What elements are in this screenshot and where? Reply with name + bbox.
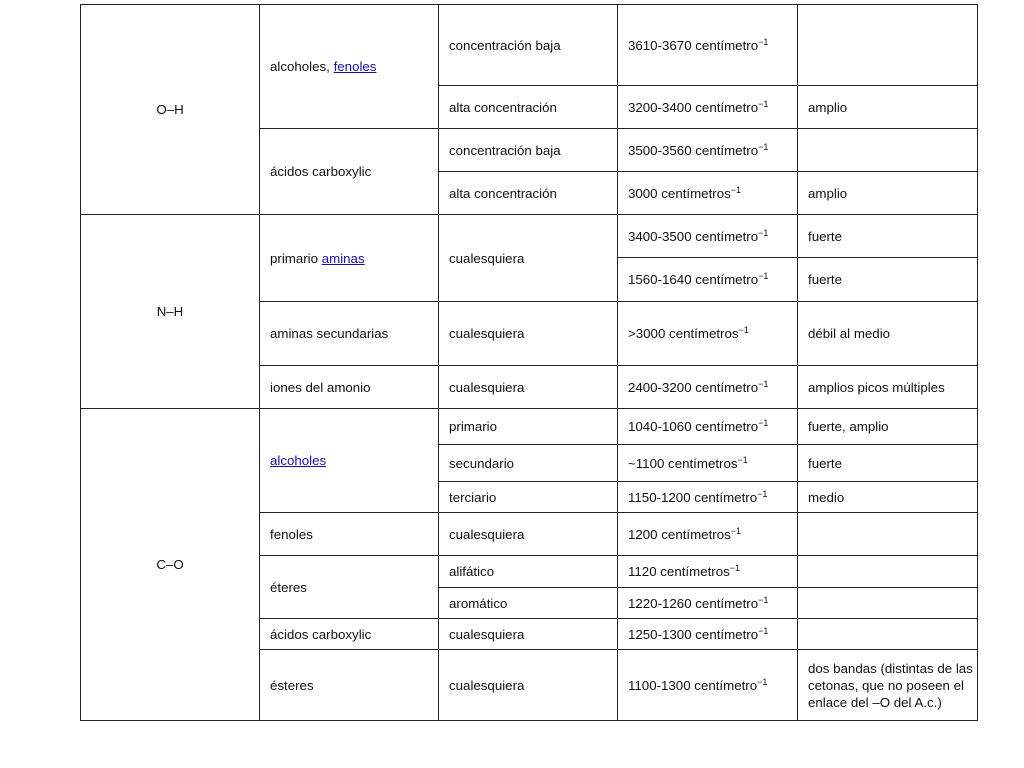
wavenumber-cell: 3400-3500 centímetro$^{-1}$ — [618, 215, 798, 258]
wavenumber-cell: 1100-1300 centímetro$^{-1}$ — [618, 650, 798, 721]
condition-cell: cualesquiera — [439, 215, 618, 302]
bond-cell-co: C–O — [81, 409, 260, 721]
wavenumber-cell: 2400-3200 centímetro$^{-1}$ — [618, 366, 798, 409]
table-row — [81, 409, 978, 445]
notes-cell: amplio — [798, 172, 978, 215]
condition-cell: cualesquiera — [439, 513, 618, 556]
condition-cell: alifático — [439, 556, 618, 588]
wavenumber-cell: 1250-1300 centímetro$^{-1}$ — [618, 619, 798, 650]
notes-cell: fuerte — [798, 445, 978, 482]
notes-cell — [798, 129, 978, 172]
notes-cell: dos bandas (distintas de las cetonas, que no poseen el enlace del –O del A.c.) — [798, 650, 978, 721]
bond-cell-nh: N–H — [81, 215, 260, 409]
compound-cell — [260, 409, 439, 513]
notes-cell — [798, 5, 978, 86]
wavenumber-cell: >3000 centímetros$^{-1}$ — [618, 302, 798, 366]
condition-cell: concentración baja — [439, 5, 618, 86]
wavenumber-cell: ~1100 centímetros$^{-1}$ — [618, 445, 798, 482]
notes-cell: amplios picos múltiples — [798, 366, 978, 409]
wavenumber-cell: 1040-1060 centímetro$^{-1}$ — [618, 409, 798, 445]
wavenumber-cell: 1120 centímetros$^{-1}$ — [618, 556, 798, 588]
wavenumber-cell: 1200 centímetros$^{-1}$ — [618, 513, 798, 556]
compound-cell: ácidos carboxylic — [260, 129, 439, 215]
link-aminas[interactable]: aminas — [321, 250, 365, 266]
compound-cell: iones del amonio — [260, 366, 439, 409]
compound-text: alcoholes, — [270, 59, 334, 74]
ir-absorption-table — [80, 4, 978, 721]
notes-cell — [798, 556, 978, 588]
wavenumber-cell: 3000 centímetros$^{-1}$ — [618, 172, 798, 215]
compound-cell — [260, 215, 439, 302]
condition-cell: alta concentración — [439, 86, 618, 129]
compound-cell: aminas secundarias — [260, 302, 439, 366]
notes-cell: amplio — [798, 86, 978, 129]
condition-cell: secundario — [439, 445, 618, 482]
compound-text: primario — [270, 250, 322, 266]
notes-cell — [798, 513, 978, 556]
compound-cell: ácidos carboxylic — [260, 619, 439, 650]
condition-cell: alta concentración — [439, 172, 618, 215]
link-alcoholes[interactable]: alcoholes — [270, 453, 327, 468]
condition-cell: cualesquiera — [439, 650, 618, 721]
document-page — [80, 4, 978, 721]
compound-cell — [260, 5, 439, 129]
wavenumber-cell: 1560-1640 centímetro$^{-1}$ — [618, 258, 798, 302]
condition-cell: terciario — [439, 482, 618, 513]
condition-cell: primario — [439, 409, 618, 445]
wavenumber-cell: 3500-3560 centímetro$^{-1}$ — [618, 129, 798, 172]
table-row — [81, 5, 978, 86]
bond-cell-oh: O–H — [81, 5, 260, 215]
notes-cell — [798, 588, 978, 619]
notes-cell — [798, 619, 978, 650]
compound-cell: fenoles — [260, 513, 439, 556]
condition-cell: cualesquiera — [439, 366, 618, 409]
wavenumber-cell: 3610-3670 centímetro$^{-1}$ — [618, 5, 798, 86]
notes-cell: fuerte, amplio — [798, 409, 978, 445]
condition-cell: concentración baja — [439, 129, 618, 172]
notes-cell: débil al medio — [798, 302, 978, 366]
compound-cell: ésteres — [260, 650, 439, 721]
wavenumber-cell: 1220-1260 centímetro$^{-1}$ — [618, 588, 798, 619]
condition-cell: cualesquiera — [439, 619, 618, 650]
wavenumber-cell: 1150-1200 centímetro$^{-1}$ — [618, 482, 798, 513]
compound-cell: éteres — [260, 556, 439, 619]
table-row — [81, 215, 978, 258]
condition-cell: cualesquiera — [439, 302, 618, 366]
notes-cell: medio — [798, 482, 978, 513]
notes-cell: fuerte — [798, 215, 978, 258]
link-fenoles[interactable]: fenoles — [333, 59, 377, 74]
notes-cell: fuerte — [798, 258, 978, 302]
condition-cell: aromático — [439, 588, 618, 619]
wavenumber-cell: 3200-3400 centímetro$^{-1}$ — [618, 86, 798, 129]
